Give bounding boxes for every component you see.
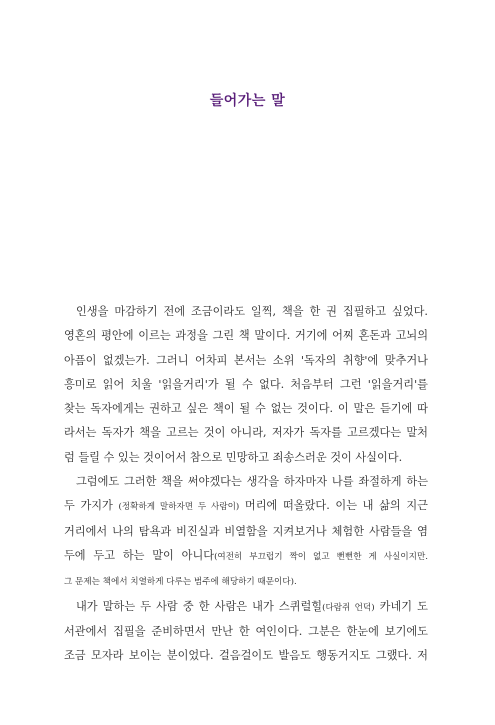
text-line — [64, 569, 428, 594]
line-text: 럼 들릴 수 있는 것이어서 참으로 민망하고 죄송스러운 것이 사실이다. — [64, 450, 403, 464]
parenthetical-text: 그 문제는 책에서 치열하게 다루는 범주에 해당하기 때문이다). — [64, 577, 297, 588]
line-text: 라서는 독자가 책을 고르는 것이 아니라, 저자가 독자를 고르겠다는 말처 — [64, 426, 428, 440]
text-line — [64, 446, 428, 470]
line-text: 영혼의 평안에 이르는 과정을 그린 책 말이다. 거기에 어찌 혼돈과 고뇌의 — [64, 329, 428, 343]
text-line — [64, 300, 428, 324]
chapter-title: 들어가는 말 — [209, 93, 286, 109]
text-line — [64, 520, 428, 544]
line-text: 흥미로 읽어 치울 '읽을거리'가 될 수 없다. 처음부터 그런 '읽을거리'를 — [64, 377, 428, 391]
body-text — [64, 300, 428, 668]
line-text: 카네기 도 — [374, 599, 428, 613]
text-line — [64, 397, 428, 421]
parenthetical-text: (다람쥐 언덕) — [322, 602, 375, 613]
text-line — [64, 470, 428, 494]
text-line — [64, 595, 428, 620]
line-text: 그럼에도 그러한 책을 써야겠다는 생각을 하자마자 나를 좌절하게 하는 — [76, 475, 428, 489]
text-line — [64, 349, 428, 373]
parenthetical-text: (정확하게 말하자면 두 사람이) — [118, 502, 240, 513]
line-text: 찾는 독자에게는 권하고 싶은 책이 될 수 없는 것이다. 이 말은 듣기에 따 — [64, 402, 428, 416]
text-line — [64, 644, 428, 668]
text-line — [64, 373, 428, 397]
parenthetical-text: (여전히 부끄럽기 짝이 없고 뻔뻔한 게 사실이지만. — [214, 551, 428, 562]
text-line — [64, 324, 428, 348]
text-line — [64, 421, 428, 445]
line-text: 내가 말하는 두 사람 중 한 사람은 내가 스퀴럴힐 — [76, 599, 323, 613]
text-line — [64, 544, 428, 569]
line-text: 머리에 떠올랐다. 이는 내 삶의 지근 — [239, 499, 428, 513]
line-text: 서관에서 집필을 준비하면서 만난 한 여인이다. 그분은 한눈에 보기에도 — [64, 624, 428, 638]
text-line — [64, 620, 428, 644]
line-text: 두에 두고 하는 말이 아니다 — [64, 548, 215, 562]
text-line — [64, 494, 428, 519]
line-text: 두 가지가 — [64, 499, 119, 513]
line-text: 조금 모자라 보이는 분이었다. 걸음걸이도 발음도 행동거지도 그랬다. 저 — [64, 649, 428, 663]
line-text: 거리에서 나의 탐욕과 비진실과 비열함을 지켜보거나 체험한 사람들을 염 — [64, 524, 428, 538]
line-text: 인생을 마감하기 전에 조금이라도 일찍, 책을 한 권 집필하고 싶었다. — [76, 305, 428, 318]
line-text: 아픔이 없겠는가. 그러니 어차피 본서는 소위 '독자의 취향'에 맞추거나 — [64, 353, 428, 367]
